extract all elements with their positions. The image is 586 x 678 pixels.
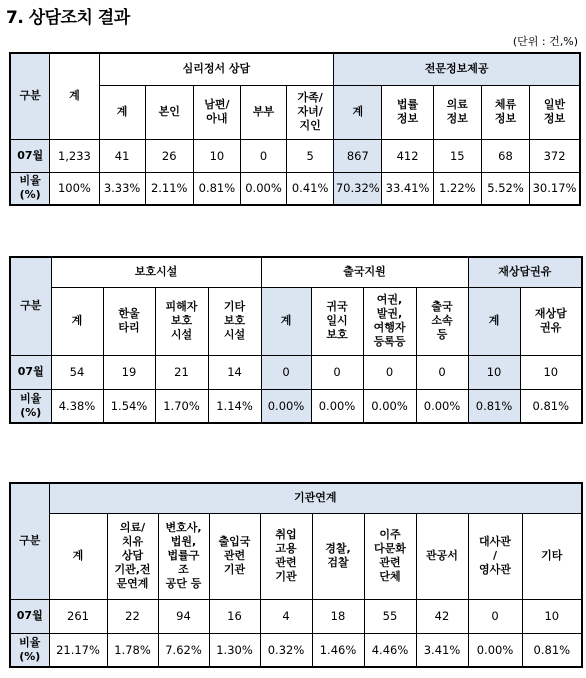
row-label-month: 07월	[10, 599, 49, 633]
ratio-cell: 1.30%	[209, 633, 260, 667]
ratio-cell: 0.00%	[240, 172, 286, 205]
sub-header: 본인	[145, 85, 193, 139]
header-departure-support: 출국지원	[261, 257, 468, 287]
header-category: 구분	[10, 53, 50, 139]
count-cell: 42	[416, 599, 468, 633]
sub-header: 출국 소속 등	[416, 287, 468, 355]
ratio-cell: 0.00%	[363, 389, 416, 423]
row-label-ratio: 비율 (%)	[10, 172, 50, 205]
row-label-month: 07월	[10, 355, 51, 389]
ratio-cell: 0.81%	[193, 172, 240, 205]
sub-header: 의료 정보	[433, 85, 481, 139]
count-cell: 372	[530, 139, 580, 172]
ratio-cell: 1.54%	[103, 389, 155, 423]
header-expert-info: 전문정보제공	[334, 53, 580, 85]
ratio-cell: 0.00%	[261, 389, 311, 423]
ratio-cell: 0.81%	[522, 633, 582, 667]
sub-header: 취업 고용 관련 기관	[260, 513, 312, 599]
count-cell: 55	[364, 599, 416, 633]
header-category: 구분	[10, 483, 49, 599]
count-cell: 68	[481, 139, 529, 172]
sub-header: 이주 다문화 관련 단체	[364, 513, 416, 599]
count-cell: 5	[287, 139, 334, 172]
row-label-ratio: 비율 (%)	[10, 633, 49, 667]
header-agency-linkage: 기관연계	[49, 483, 582, 513]
ratio-cell: 0.00%	[416, 389, 468, 423]
sub-header: 일반 정보	[530, 85, 580, 139]
sub-header: 한울 타리	[103, 287, 155, 355]
count-cell: 94	[158, 599, 209, 633]
sub-header: 귀국 일시 보호	[311, 287, 363, 355]
row-label-month: 07월	[10, 139, 50, 172]
count-cell: 261	[49, 599, 107, 633]
ratio-cell: 2.11%	[145, 172, 193, 205]
header-recounseling: 재상담권유	[468, 257, 582, 287]
count-cell: 18	[312, 599, 364, 633]
sub-header: 출입국 관련 기관	[209, 513, 260, 599]
sub-header: 관공서	[416, 513, 468, 599]
ratio-cell: 3.33%	[99, 172, 145, 205]
ratio-cell: 0.00%	[311, 389, 363, 423]
count-cell: 10	[520, 355, 582, 389]
ratio-cell: 0.32%	[260, 633, 312, 667]
count-cell: 867	[334, 139, 382, 172]
count-cell: 41	[99, 139, 145, 172]
count-cell: 54	[51, 355, 103, 389]
header-total: 계	[50, 53, 99, 139]
section-title: 7. 상담조치 결과	[6, 8, 130, 28]
header-shelter: 보호시설	[51, 257, 261, 287]
sub-header: 남편/ 아내	[193, 85, 240, 139]
ratio-cell: 0.81%	[468, 389, 520, 423]
count-cell: 14	[208, 355, 261, 389]
count-cell: 22	[107, 599, 158, 633]
count-cell: 0	[261, 355, 311, 389]
sub-header: 재상담 권유	[520, 287, 582, 355]
count-cell: 10	[522, 599, 582, 633]
sub-header: 계	[261, 287, 311, 355]
count-cell: 412	[382, 139, 433, 172]
count-cell: 4	[260, 599, 312, 633]
ratio-cell: 100%	[50, 172, 99, 205]
protection-table	[9, 256, 583, 424]
sub-header: 법률 정보	[382, 85, 433, 139]
sub-header: 경찰, 검찰	[312, 513, 364, 599]
ratio-cell: 1.46%	[312, 633, 364, 667]
count-cell: 21	[155, 355, 208, 389]
count-cell: 10	[468, 355, 520, 389]
ratio-cell: 70.32%	[334, 172, 382, 205]
sub-header: 여권, 발권, 여행자 등록등	[363, 287, 416, 355]
sub-header: 계	[468, 287, 520, 355]
ratio-cell: 5.52%	[481, 172, 529, 205]
count-cell: 0	[363, 355, 416, 389]
header-psych-counseling: 심리정서 상담	[99, 53, 334, 85]
ratio-cell: 3.41%	[416, 633, 468, 667]
ratio-cell: 0.41%	[287, 172, 334, 205]
counseling-table	[9, 52, 581, 206]
count-cell: 0	[468, 599, 522, 633]
sub-header: 계	[334, 85, 382, 139]
count-cell: 10	[193, 139, 240, 172]
sub-header: 기타 보호 시설	[208, 287, 261, 355]
sub-header: 변호사, 법원, 법률구 조 공단 등	[158, 513, 209, 599]
unit-label: (단위 : 건,%)	[512, 35, 578, 48]
count-cell: 1,233	[50, 139, 99, 172]
sub-header: 피해자 보호 시설	[155, 287, 208, 355]
ratio-cell: 0.81%	[520, 389, 582, 423]
ratio-cell: 30.17%	[530, 172, 580, 205]
ratio-cell: 1.78%	[107, 633, 158, 667]
count-cell: 0	[416, 355, 468, 389]
ratio-cell: 1.70%	[155, 389, 208, 423]
ratio-cell: 33.41%	[382, 172, 433, 205]
sub-header: 기타	[522, 513, 582, 599]
sub-header: 가족/ 자녀/ 지인	[287, 85, 334, 139]
count-cell: 16	[209, 599, 260, 633]
row-label-ratio: 비율 (%)	[10, 389, 51, 423]
sub-header: 계	[49, 513, 107, 599]
ratio-cell: 4.46%	[364, 633, 416, 667]
sub-header: 의료/ 치유 상담 기관,전 문연계	[107, 513, 158, 599]
ratio-cell: 7.62%	[158, 633, 209, 667]
count-cell: 26	[145, 139, 193, 172]
sub-header: 체류 정보	[481, 85, 529, 139]
count-cell: 19	[103, 355, 155, 389]
sub-header: 계	[99, 85, 145, 139]
count-cell: 0	[311, 355, 363, 389]
sub-header: 대사관 / 영사관	[468, 513, 522, 599]
ratio-cell: 21.17%	[49, 633, 107, 667]
ratio-cell: 0.00%	[468, 633, 522, 667]
header-category: 구분	[10, 257, 51, 355]
agency-linkage-table	[9, 482, 583, 668]
sub-header: 부부	[240, 85, 286, 139]
ratio-cell: 4.38%	[51, 389, 103, 423]
ratio-cell: 1.22%	[433, 172, 481, 205]
count-cell: 0	[240, 139, 286, 172]
count-cell: 15	[433, 139, 481, 172]
ratio-cell: 1.14%	[208, 389, 261, 423]
sub-header: 계	[51, 287, 103, 355]
